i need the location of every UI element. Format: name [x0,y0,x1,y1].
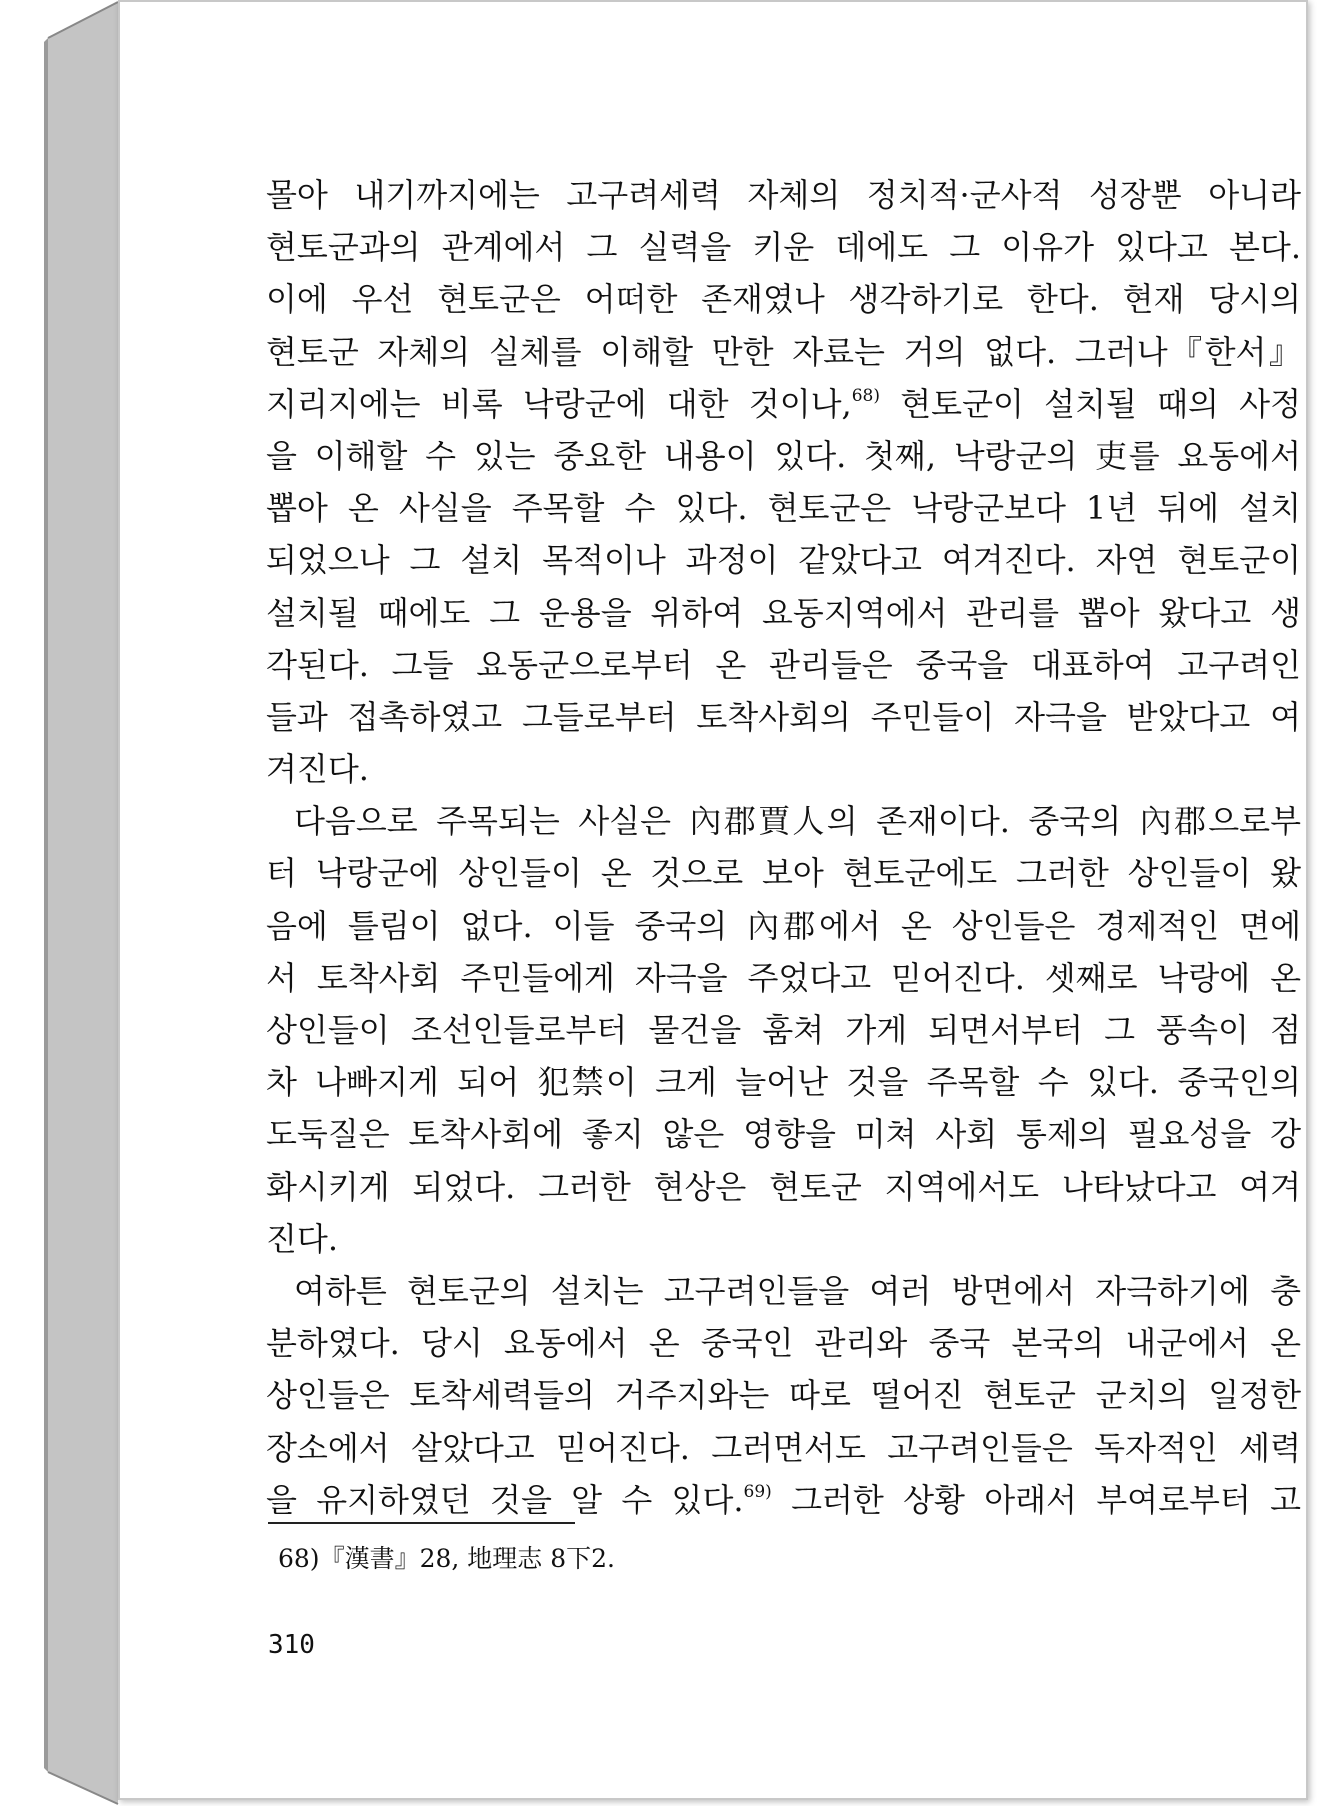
text-line: 현토군 자체의 실체를 이해할 만한 자료는 거의 없다. 그러나『한서』 [266,332,1301,371]
text-segment: 지리지에는 비록 낙랑군에 대한 것이나, [266,384,852,423]
text-line: 상인들이 조선인들로부터 물건을 훔쳐 가게 되면서부터 그 풍속이 점 [266,1011,1301,1049]
text-line: 각된다. 그들 요동군으로부터 온 관리들은 중국을 대표하여 고구려인 [266,645,1301,684]
text-line: 화시키게 되었다. 그러한 현상은 현토군 지역에서도 나타났다고 여겨 [266,1167,1301,1206]
page-number: 310 [268,1630,315,1660]
text-line: 을 이해할 수 있는 중요한 내용이 있다. 첫째, 낙랑군의 吏를 요동에서 [266,436,1301,475]
text-line: 서 토착사회 주민들에게 자극을 주었다고 믿어진다. 셋째로 낙랑에 온 [266,958,1301,997]
body-text [266,169,1301,1526]
text-line: 이에 우선 현토군은 어떠한 존재였나 생각하기로 한다. 현재 당시의 [266,280,1301,319]
text-line: 뽑아 온 사실을 주목할 수 있다. 현토군은 낙랑군보다 1년 뒤에 설치 [266,489,1301,528]
text-line: 여하튼 현토군의 설치는 고구려인들을 여러 방면에서 자극하기에 충 [294,1271,1301,1310]
text-line: 차 나빠지게 되어 犯禁이 크게 늘어난 것을 주목할 수 있다. 중국인의 [266,1063,1301,1102]
paragraph-2 [266,795,1301,1265]
footnote-68: 68)『漢書』28, 地理志 8下2. [278,1544,615,1573]
text-segment: 을 유지하였던 것을 알 수 있다. [266,1480,744,1519]
text-line: 진다. [266,1219,338,1258]
text-line: 되었으나 그 설치 목적이나 과정이 같았다고 여겨진다. 자연 현토군이 [266,541,1301,580]
text-line-with-footnote [266,378,1301,430]
text-line: 다음으로 주목되는 사실은 內郡賈人의 존재이다. 중국의 內郡으로부 [294,802,1301,841]
text-line: 도둑질은 토착사회에 좋지 않은 영향을 미쳐 사회 통제의 필요성을 강 [266,1115,1301,1154]
paragraph-1 [266,169,1301,795]
text-line: 몰아 내기까지에는 고구려세력 자체의 정치적·군사적 성장뿐 아니라 [266,176,1301,214]
text-line: 터 낙랑군에 상인들이 온 것으로 보아 현토군에도 그러한 상인들이 왔 [266,854,1301,893]
text-line: 설치될 때에도 그 운용을 위하여 요동지역에서 관리를 뽑아 왔다고 생 [266,593,1301,632]
text-segment: 현토군이 설치될 때의 사정 [900,384,1302,423]
text-line: 겨진다. [266,750,369,789]
footnote-ref-69: 69) [743,1481,772,1502]
text-line: 현토군과의 관계에서 그 실력을 키운 데에도 그 이유가 있다고 본다. [266,228,1301,267]
text-line: 들과 접촉하였고 그들로부터 토착사회의 주민들이 자극을 받았다고 여 [266,697,1301,736]
text-line-with-footnote [266,1474,1301,1526]
text-line: 분하였다. 당시 요동에서 온 중국인 관리와 중국 본국의 내군에서 온 [266,1324,1301,1363]
text-segment: 그러한 상황 아래서 부여로부터 고 [791,1480,1301,1519]
paragraph-3 [266,1265,1301,1526]
book-page [118,0,1308,1800]
footnote-divider [268,1522,575,1524]
text-line: 상인들은 토착세력들의 거주지와는 따로 떨어진 현토군 군치의 일정한 [266,1376,1301,1415]
text-line: 음에 틀림이 없다. 이들 중국의 內郡에서 온 상인들은 경제적인 면에 [266,906,1301,945]
text-line: 장소에서 살았다고 믿어진다. 그러면서도 고구려인들은 독자적인 세력 [266,1428,1301,1467]
book-spine-edge [0,0,130,1806]
footnote-ref-68: 68) [851,385,880,406]
